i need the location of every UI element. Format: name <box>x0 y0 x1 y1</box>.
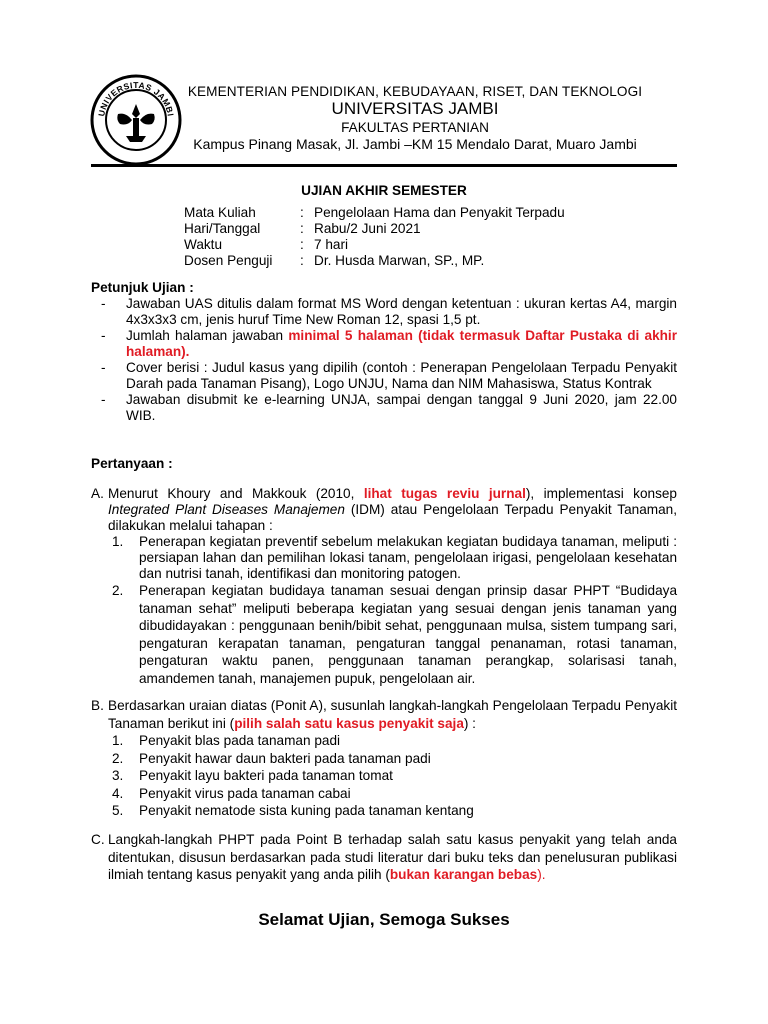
info-key: Waktu <box>184 237 223 252</box>
list-marker: 2. <box>112 750 124 766</box>
info-sep: : <box>300 221 304 236</box>
list-marker: 5. <box>112 803 124 818</box>
question-b-intro <box>91 697 677 732</box>
info-row <box>184 253 565 269</box>
info-value: Rabu/2 Juni 2021 <box>314 221 421 236</box>
instruction-text: Jawaban UAS ditulis dalam format MS Word dengan ketentuan : ukuran kertas A4, margin 4x3x3x3 cm, jenis huruf Time New Roman 12, spasi 1,5 pt. <box>126 296 677 327</box>
question-c <box>91 831 677 884</box>
bullet-marker: - <box>101 392 106 407</box>
university-name: UNIVERSITAS JAMBI <box>331 99 499 118</box>
question-a-intro <box>91 486 677 534</box>
question-text: ), implementasi konsep <box>525 486 677 501</box>
list-item <box>91 767 677 785</box>
list-text: Penyakit layu bakteri pada tanaman tomat <box>139 768 393 783</box>
list-marker: 1. <box>112 534 124 549</box>
question-marker: A. <box>91 486 104 501</box>
question-text: ). <box>537 867 546 882</box>
bullet-marker: - <box>101 296 106 311</box>
list-item <box>91 750 677 768</box>
question-highlight: bukan karangan bebas <box>389 867 538 882</box>
question-text: ) : <box>463 715 476 731</box>
question-text: Menurut Khoury and Makkouk (2010, <box>108 486 364 501</box>
instruction-highlight: minimal 5 halaman (tidak termasuk Daftar Pustaka di akhir halaman). <box>126 328 677 359</box>
instruction-item <box>91 392 677 424</box>
instruction-text: Jumlah halaman jawaban <box>126 328 289 343</box>
campus-address: Kampus Pinang Masak, Jl. Jambi –KM 15 Mendalo Darat, Muaro Jambi <box>193 136 637 152</box>
list-text: Penyakit nematode sista kuning pada tanaman kentang <box>139 803 474 818</box>
list-item <box>91 802 677 820</box>
info-row <box>184 205 565 221</box>
list-marker: 1. <box>112 733 124 748</box>
instruction-item <box>91 328 677 360</box>
exam-info <box>184 205 565 269</box>
university-logo <box>90 74 182 166</box>
info-value: Pengelolaan Hama dan Penyakit Terpadu <box>314 205 565 220</box>
question-highlight: pilih salah satu kasus penyakit saja <box>234 715 464 731</box>
question-text: Berdasarkan uraian diatas (Ponit A), susunlah langkah-langkah Pengelolaan Terpadu Penyakit Tanaman berikut ini ( <box>108 698 677 731</box>
instruction-text: Cover berisi : Judul kasus yang dipilih (contoh : Penerapan Pengelolaan Terpadu Penyakit Darah pada Tanaman Pisang), Logo UNJU, Nama dan NIM Mahasiswa, Status Kontrak <box>126 360 677 391</box>
info-sep: : <box>300 205 304 220</box>
list-marker: 2. <box>112 583 124 598</box>
bullet-marker: - <box>101 360 106 375</box>
list-text: Penyakit virus pada tanaman cabai <box>139 785 351 801</box>
question-c-intro <box>91 831 677 884</box>
list-text: Penerapan kegiatan budidaya tanaman sesuai dengan prinsip dasar PHPT “Budidaya tanaman sehat” meliputi beberapa kegiatan yang sesuai dengan jenis tanaman yang dibudidayakan : penggunaan benih/bibit sehat, penggunaan mulsa, sistem tumpang sari, pengaturan kerapatan tanaman, pengaturan tanggal penanaman, rotasi tanaman, pengaturan waktu panen, penggunaan tanaman perangkap, solarisasi tanah, amandemen tanah, manajemen pupuk, pengelolaan air. <box>139 583 677 686</box>
list-item <box>91 534 677 582</box>
instruction-item <box>91 296 677 328</box>
exam-title: UJIAN AKHIR SEMESTER <box>301 183 467 198</box>
info-key: Mata Kuliah <box>184 205 256 220</box>
info-sep: : <box>300 253 304 268</box>
closing-message: Selamat Ujian, Semoga Sukses <box>258 910 510 929</box>
instruction-text: Jawaban disubmit ke e-learning UNJA, sampai dengan tanggal 9 Juni 2020, jam 22.00 WIB. <box>126 392 677 423</box>
info-row <box>184 221 565 237</box>
list-text: Penyakit blas pada tanaman padi <box>139 733 341 748</box>
info-key: Dosen Penguji <box>184 253 273 268</box>
info-sep: : <box>300 237 304 252</box>
list-marker: 3. <box>112 768 124 783</box>
info-row <box>184 237 565 253</box>
question-text: Langkah-langkah PHPT pada Point B terhadap salah satu kasus penyakit yang telah anda ditentukan, disusun berdasarkan pada studi literatur dari buku teks dan penelusuran publikasi ilmiah tentang kasus penyakit yang anda pilih ( <box>108 832 677 882</box>
question-highlight: lihat tugas reviu jurnal <box>363 486 526 501</box>
logo-text: UNIVERSITAS JAMBI <box>96 79 176 118</box>
list-text: Penerapan kegiatan preventif sebelum melakukan kegiatan budidaya tanaman, meliputi : persiapan lahan dan pemilihan lokasi tanam, pengelolaan irigasi, pengelolaan kesehatan dan nutrisi tanah, identifikasi dan monitoring patogen. <box>139 534 677 581</box>
question-marker: C. <box>91 832 105 847</box>
question-a <box>91 486 677 687</box>
faculty-name: FAKULTAS PERTANIAN <box>341 120 489 135</box>
header-divider <box>91 164 677 167</box>
questions-heading: Pertanyaan : <box>91 456 173 471</box>
info-value: Dr. Husda Marwan, SP., MP. <box>314 253 485 268</box>
question-italic: Integrated Plant Diseases Manajemen <box>108 502 345 517</box>
list-marker: 4. <box>112 785 124 801</box>
instruction-item <box>91 360 677 392</box>
info-key: Hari/Tanggal <box>184 221 261 236</box>
list-item <box>91 732 677 750</box>
instructions-section <box>91 280 677 424</box>
bullet-marker: - <box>101 328 106 343</box>
question-text: (IDM) atau Pengelolaan Terpadu Penyakit Tanaman, dilakukan melalui tahapan : <box>108 502 677 533</box>
info-value: 7 hari <box>314 237 349 252</box>
list-item <box>91 785 677 803</box>
ministry-name: KEMENTERIAN PENDIDIKAN, KEBUDAYAAN, RISET, DAN TEKNOLOGI <box>187 84 643 99</box>
question-b <box>91 697 677 820</box>
list-item <box>91 582 677 687</box>
list-text: Penyakit hawar daun bakteri pada tanaman padi <box>139 750 431 766</box>
question-marker: B. <box>91 698 104 713</box>
instructions-heading: Petunjuk Ujian : <box>91 280 194 295</box>
